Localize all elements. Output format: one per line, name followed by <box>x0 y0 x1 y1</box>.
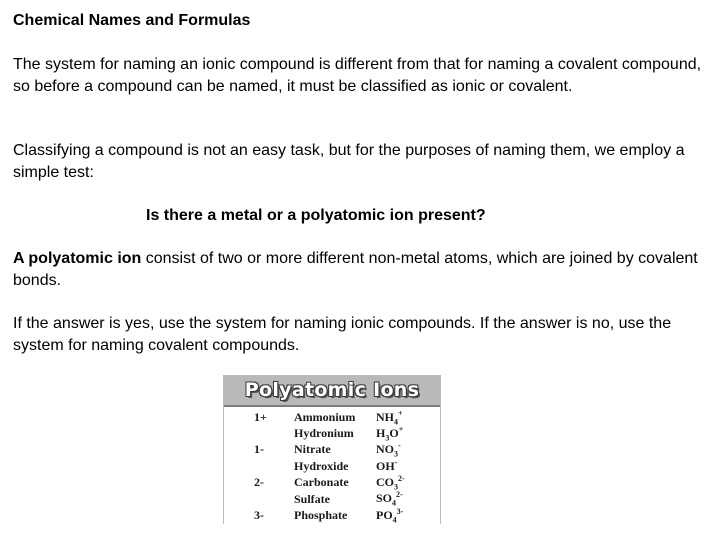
table-row <box>224 475 440 491</box>
test-question: Is there a metal or a polyatomic ion present? <box>146 207 486 224</box>
ion-name: Phosphate <box>294 508 348 523</box>
table-row <box>224 507 440 523</box>
ion-formula: OH- <box>376 458 398 474</box>
ion-name: Ammonium <box>294 409 356 424</box>
ion-formula: $CO_3^{2-}$ <box>376 474 405 492</box>
table-title: Polyatomic Ions <box>244 379 420 401</box>
ion-name: Nitrate <box>294 442 331 457</box>
ion-charge: 3- <box>254 508 264 523</box>
ion-charge: 2- <box>254 475 264 490</box>
table-body <box>224 407 440 524</box>
ion-name: Carbonate <box>294 475 349 490</box>
definition-paragraph <box>13 248 703 291</box>
classification-paragraph: Classifying a compound is not an easy task, but for the purposes of naming them, we employ a simple test: <box>13 142 685 181</box>
ion-charge: 1+ <box>254 409 267 424</box>
table-row <box>224 442 440 458</box>
intro-paragraph: The system for naming an ionic compound is different from that for naming a covalent compound, so before a compound can be named, it must be classified as ionic or covalent. <box>13 56 702 95</box>
ion-name: Hydronium <box>294 426 354 441</box>
table-row <box>224 425 440 441</box>
definition-term: A polyatomic ion <box>13 250 142 267</box>
answer-paragraph: If the answer is yes, use the system for naming ionic compounds. If the answer is no, use the system for naming covalent compounds. <box>13 315 672 354</box>
table-row <box>224 491 440 507</box>
definition-text: consist of two or more different non-metal atoms, which are joined by covalent bonds. <box>13 250 698 289</box>
table-row <box>224 458 440 474</box>
table-header <box>224 375 440 407</box>
ion-name: Hydroxide <box>294 458 349 473</box>
table-row <box>224 409 440 425</box>
ion-formula: $NH_4^+$ <box>376 408 403 426</box>
ion-formula: $NO_3^-$ <box>376 441 401 459</box>
page-title: Chemical Names and Formulas <box>13 12 251 29</box>
ion-formula: $H_3O^+$ <box>376 424 404 443</box>
ion-name: Sulfate <box>294 491 330 506</box>
polyatomic-ions-table <box>223 375 441 524</box>
ion-formula: $PO_4^{3-}$ <box>376 506 404 525</box>
ion-charge: 1- <box>254 442 264 457</box>
ion-formula: $SO_4^{2-}$ <box>376 490 403 508</box>
